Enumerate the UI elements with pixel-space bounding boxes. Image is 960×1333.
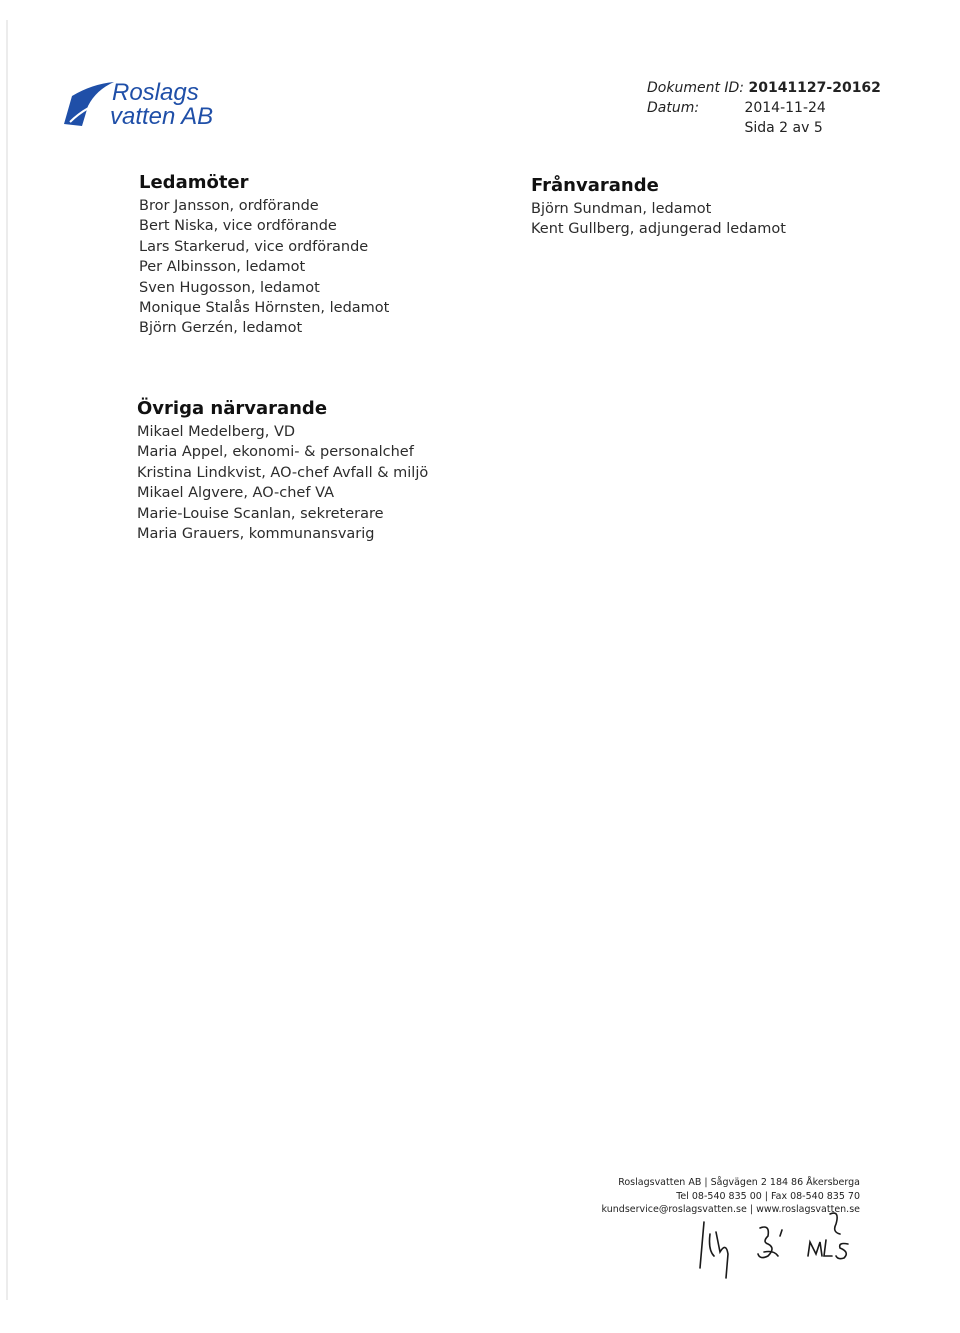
initials-3-icon: [808, 1240, 848, 1259]
footer-phone: Tel 08-540 835 00 | Fax 08-540 835 70: [676, 1190, 860, 1202]
members-section: [139, 172, 389, 339]
members-list: [139, 196, 389, 339]
document-meta: [647, 78, 881, 138]
date-label: Datum:: [647, 100, 700, 116]
list-item: Monique Stalås Hörnsten, ledamot: [139, 300, 390, 317]
date-value: 2014-11-24: [744, 100, 826, 116]
page-row: [647, 118, 881, 138]
absent-heading: Frånvarande: [531, 175, 659, 196]
others-present-heading: Övriga närvarande: [137, 398, 328, 419]
members-heading: Ledamöter: [139, 172, 249, 193]
list-item: Maria Grauers, kommunansvarig: [137, 526, 375, 543]
company-footer: [602, 1176, 860, 1217]
doc-id-label: Dokument ID:: [647, 80, 745, 96]
list-item: Lars Starkerud, vice ordförande: [139, 238, 369, 255]
logo-text-line2: vatten AB: [110, 103, 214, 130]
page-number: Sida 2 av 5: [744, 120, 823, 136]
initials-2-icon: [758, 1227, 782, 1258]
date-row: [647, 98, 881, 118]
logo-text-line1: Roslags: [112, 79, 199, 106]
list-item: Björn Sundman, ledamot: [531, 201, 712, 217]
list-item: Sven Hugosson, ledamot: [139, 279, 320, 296]
list-item: Maria Appel, ekonomi- & personalchef: [137, 444, 414, 461]
doc-id-row: [647, 78, 881, 98]
handwritten-initials: [690, 1212, 870, 1282]
absent-section: [531, 175, 786, 240]
list-item: Kristina Lindkvist, AO-chef Avfall & miljö: [137, 464, 429, 481]
list-item: Kent Gullberg, adjungerad ledamot: [531, 221, 786, 238]
list-item: Björn Gerzén, ledamot: [139, 320, 303, 337]
list-item: Per Albinsson, ledamot: [139, 259, 306, 276]
list-item: Mikael Algvere, AO-chef VA: [137, 485, 334, 502]
list-item: Bror Jansson, ordförande: [139, 198, 319, 214]
company-logo: [62, 76, 232, 132]
list-item: Mikael Medelberg, VD: [137, 424, 296, 440]
footer-address: Roslagsvatten AB | Sågvägen 2 184 86 Åkersberga: [618, 1177, 860, 1188]
others-present-section: [137, 398, 428, 544]
footer-contact: kundservice@roslagsvatten.se | www.roslagsvatten.se: [601, 1204, 860, 1215]
list-item: Bert Niska, vice ordförande: [139, 218, 337, 235]
list-item: Marie-Louise Scanlan, sekreterare: [137, 505, 384, 522]
initials-1-icon: [700, 1222, 728, 1278]
scan-edge: [6, 20, 8, 1300]
doc-id-value: 20141127-20162: [748, 80, 881, 96]
absent-list: [531, 199, 786, 240]
others-present-list: [137, 422, 428, 544]
